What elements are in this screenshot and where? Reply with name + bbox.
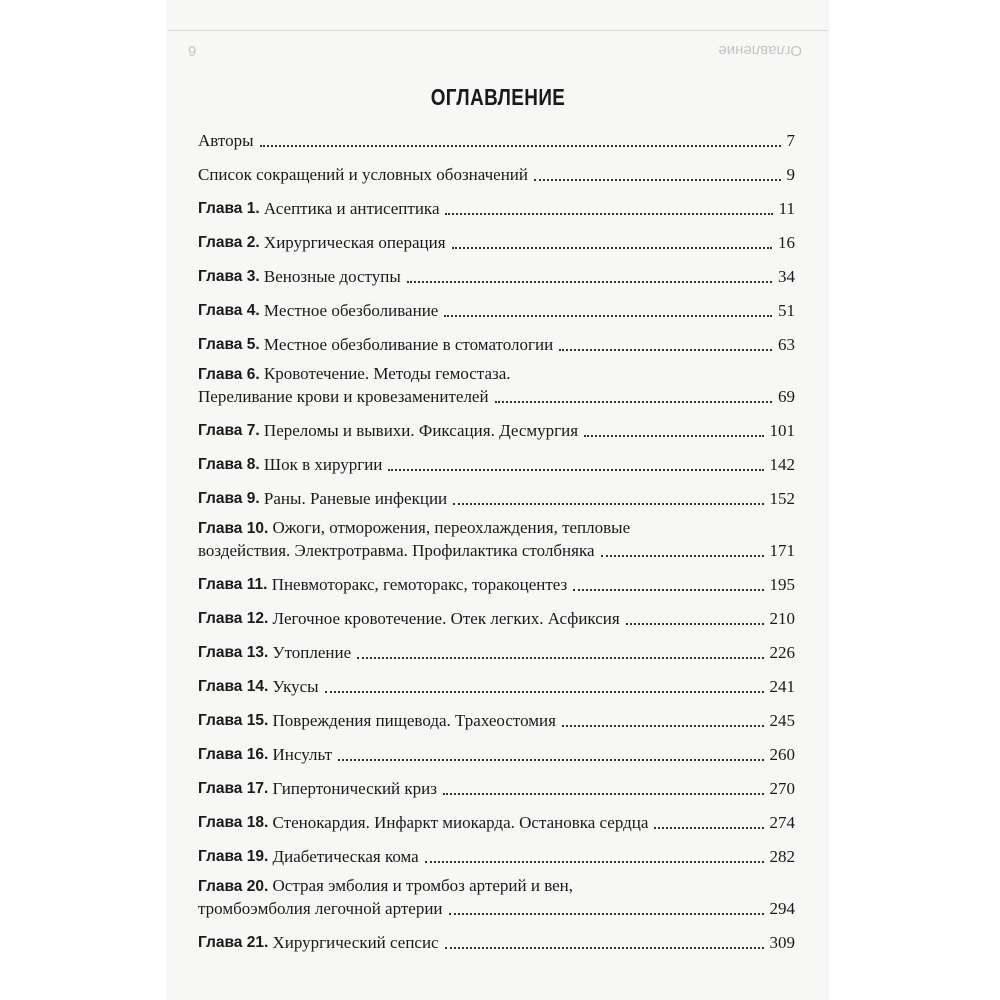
leader-dots — [534, 179, 780, 181]
chapter-title: Инсульт — [272, 745, 332, 764]
chapter-title: Диабетическая кома — [272, 847, 419, 866]
page-number: 51 — [778, 301, 795, 320]
leader-dots — [573, 589, 763, 591]
chapter-title: Шок в хирургии — [263, 455, 383, 474]
leader-dots — [445, 213, 772, 215]
leader-dots — [584, 435, 763, 437]
leader-dots — [338, 759, 764, 761]
page-number: 274 — [769, 813, 795, 832]
chapter-number: Глава 9. — [198, 490, 260, 507]
toc-entry-text — [198, 875, 795, 920]
toc-entry-text — [198, 232, 795, 254]
chapter-number: Глава 5. — [198, 336, 260, 353]
leader-dots — [425, 861, 764, 863]
chapter-title: Кровотечение. Методы гемостаза. — [263, 364, 511, 383]
toc-entry-text — [198, 420, 795, 442]
table-of-contents — [198, 118, 795, 954]
page-number: 16 — [778, 233, 795, 252]
leader-dots — [449, 913, 764, 915]
chapter-number: Глава 12. — [198, 610, 269, 627]
toc-entry — [198, 920, 795, 954]
chapter-number: Глава 6. — [198, 366, 260, 383]
toc-entry — [198, 186, 795, 220]
toc-entry-text — [198, 334, 795, 356]
toc-entry — [198, 152, 795, 186]
chapter-number: Глава 21. — [198, 934, 269, 951]
page-number: 9 — [786, 165, 795, 184]
page-number: 69 — [778, 387, 795, 406]
toc-entry-text — [198, 778, 795, 800]
page-title: ОГЛАВЛЕНИЕ — [430, 84, 566, 110]
leader-dots — [453, 503, 763, 505]
leader-dots — [562, 725, 764, 727]
leader-dots — [443, 793, 764, 795]
leader-dots — [357, 657, 763, 659]
leader-dots — [407, 281, 772, 283]
chapter-title: Авторы — [198, 131, 254, 150]
leader-dots — [445, 947, 764, 949]
toc-entry — [198, 288, 795, 322]
page-number: 152 — [769, 489, 795, 508]
toc-entry — [198, 868, 795, 920]
toc-entry — [198, 322, 795, 356]
toc-entry-text — [198, 642, 795, 664]
toc-entry — [198, 356, 795, 408]
toc-entry-text — [198, 812, 795, 834]
toc-entry — [198, 562, 795, 596]
toc-entry-text — [198, 744, 795, 766]
page-number: 294 — [769, 899, 795, 918]
chapter-title: Повреждения пищевода. Трахеостомия — [272, 711, 556, 730]
toc-entry-text — [198, 608, 795, 630]
chapter-number: Глава 17. — [198, 780, 269, 797]
chapter-number: Глава 13. — [198, 644, 269, 661]
page-number: 101 — [769, 421, 795, 440]
chapter-title: Переливание крови и кровезаменителей — [198, 387, 489, 406]
chapter-title: Ожоги, отморожения, переохлаждения, тепловые — [272, 518, 631, 537]
page-number: 7 — [786, 131, 795, 150]
chapter-title: Легочное кровотечение. Отек легких. Асфиксия — [272, 609, 620, 628]
chapter-title: Острая эмболия и тромбоз артерий и вен, — [272, 876, 574, 895]
leader-dots — [444, 315, 772, 317]
chapter-number: Глава 15. — [198, 712, 269, 729]
leader-dots — [325, 691, 764, 693]
toc-entry — [198, 442, 795, 476]
chapter-title: Список сокращений и условных обозначений — [198, 165, 529, 184]
page-number: 245 — [769, 711, 795, 730]
chapter-title: Местное обезболивание в стоматологии — [263, 335, 554, 354]
bleed-section-title: Оглавление — [718, 42, 802, 59]
page-number: 226 — [769, 643, 795, 662]
toc-entry-text — [198, 932, 795, 954]
page-number: 11 — [778, 199, 795, 218]
page-number: 270 — [769, 779, 795, 798]
page-number: 309 — [769, 933, 795, 952]
bleed-through-running-header — [168, 30, 828, 71]
toc-entry — [198, 118, 795, 152]
chapter-title: Утопление — [272, 643, 352, 662]
toc-entry — [198, 510, 795, 562]
chapter-number: Глава 4. — [198, 302, 260, 319]
page-number: 142 — [769, 455, 795, 474]
toc-entry — [198, 800, 795, 834]
chapter-title: воздействия. Электротравма. Профилактика столбняка — [198, 541, 595, 560]
chapter-title: Пневмоторакс, гемоторакс, торакоцентез — [271, 575, 568, 594]
toc-entry — [198, 596, 795, 630]
toc-entry-text — [198, 130, 795, 152]
toc-entry — [198, 630, 795, 664]
page-number: 210 — [769, 609, 795, 628]
book-page — [168, 0, 828, 1000]
chapter-number: Глава 7. — [198, 422, 260, 439]
page-number: 260 — [769, 745, 795, 764]
toc-entry — [198, 698, 795, 732]
toc-entry — [198, 476, 795, 510]
toc-entry-text — [198, 517, 795, 562]
chapter-number: Глава 16. — [198, 746, 269, 763]
toc-entry — [198, 408, 795, 442]
toc-entry-text — [198, 363, 795, 408]
page-number: 282 — [769, 847, 795, 866]
toc-entry-text — [198, 164, 795, 186]
toc-entry — [198, 254, 795, 288]
page-number: 34 — [778, 267, 795, 286]
chapter-number: Глава 1. — [198, 200, 260, 217]
page-number: 241 — [769, 677, 795, 696]
chapter-number: Глава 20. — [198, 878, 269, 895]
toc-entry-text — [198, 198, 795, 220]
chapter-number: Глава 8. — [198, 456, 260, 473]
toc-entry-text — [198, 574, 795, 596]
toc-entry-text — [198, 300, 795, 322]
chapter-title: Стенокардия. Инфаркт миокарда. Остановка сердца — [272, 813, 649, 832]
leader-dots — [495, 401, 772, 403]
page-number: 63 — [778, 335, 795, 354]
chapter-title: тромбоэмболия легочной артерии — [198, 899, 443, 918]
toc-entry — [198, 834, 795, 868]
chapter-title: Гипертонический криз — [272, 779, 437, 798]
toc-entry — [198, 732, 795, 766]
page-number: 171 — [769, 541, 795, 560]
leader-dots — [452, 247, 772, 249]
leader-dots — [654, 827, 763, 829]
chapter-number: Глава 10. — [198, 520, 269, 537]
toc-entry-text — [198, 846, 795, 868]
toc-entry-text — [198, 454, 795, 476]
toc-entry — [198, 220, 795, 254]
chapter-number: Глава 18. — [198, 814, 269, 831]
leader-dots — [559, 349, 772, 351]
leader-dots — [388, 469, 763, 471]
chapter-title: Раны. Раневые инфекции — [263, 489, 448, 508]
chapter-title: Хирургическая операция — [263, 233, 446, 252]
toc-entry — [198, 766, 795, 800]
chapter-number: Глава 11. — [198, 576, 268, 593]
chapter-number: Глава 19. — [198, 848, 269, 865]
page-number: 195 — [769, 575, 795, 594]
chapter-title: Асептика и антисептика — [263, 199, 440, 218]
chapter-number: Глава 14. — [198, 678, 269, 695]
bleed-page-number: 6 — [188, 42, 197, 59]
chapter-title: Хирургический сепсис — [272, 933, 439, 952]
chapter-title: Местное обезболивание — [263, 301, 439, 320]
toc-entry-text — [198, 488, 795, 510]
leader-dots — [601, 555, 764, 557]
chapter-title: Переломы и вывихи. Фиксация. Десмургия — [263, 421, 579, 440]
chapter-title: Венозные доступы — [263, 267, 401, 286]
leader-dots — [626, 623, 764, 625]
toc-entry-text — [198, 266, 795, 288]
chapter-title: Укусы — [272, 677, 319, 696]
chapter-number: Глава 3. — [198, 268, 260, 285]
toc-entry — [198, 664, 795, 698]
chapter-number: Глава 2. — [198, 234, 260, 251]
toc-entry-text — [198, 710, 795, 732]
leader-dots — [260, 145, 781, 147]
toc-entry-text — [198, 676, 795, 698]
